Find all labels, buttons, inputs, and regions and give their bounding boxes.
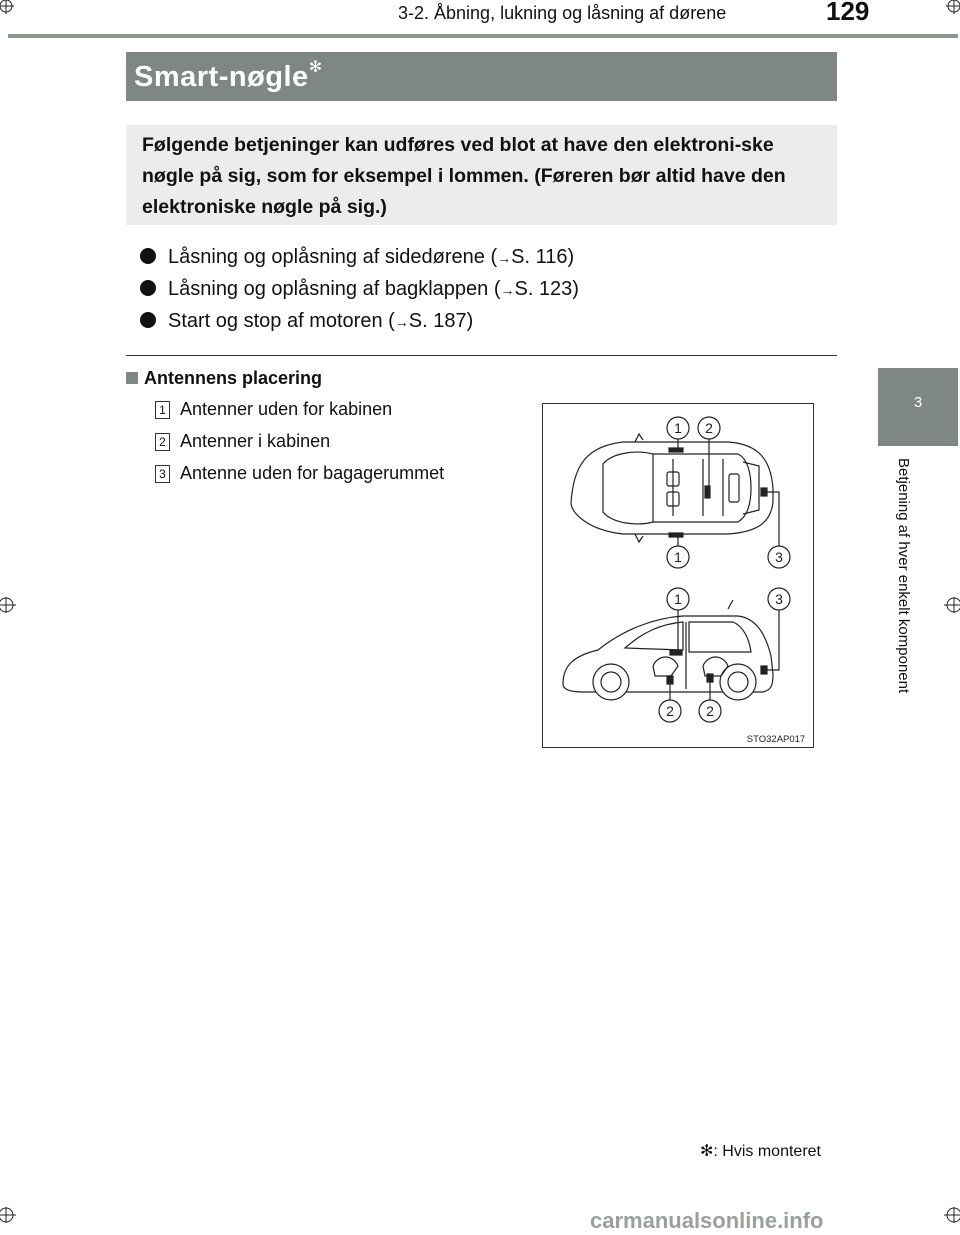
- chapter-label-text: Betjening af hver enkelt komponent: [895, 458, 912, 694]
- chapter-tab[interactable]: [878, 368, 958, 446]
- page-ref-link[interactable]: S. 187): [408, 310, 474, 332]
- bullet-text: Start og stop af motoren (: [168, 310, 395, 332]
- bullet-text: Låsning og oplåsning af bagklappen (: [168, 278, 501, 300]
- section-title: 3-2. Åbning, lukning og låsning af dørene: [398, 3, 727, 23]
- registration-mark-icon: [0, 1205, 20, 1225]
- list-item-text: Antenner uden for kabinen: [180, 399, 393, 419]
- callout-label: 3: [775, 549, 783, 565]
- antenna-location-figure: [542, 403, 814, 748]
- page-ref-link[interactable]: S. 123): [514, 278, 579, 300]
- header-rule: [8, 34, 958, 38]
- bullet-dot: [140, 248, 156, 264]
- arrow-icon: →: [394, 314, 409, 330]
- registration-mark-icon: [0, 595, 20, 615]
- watermark: carmanualsonline.info: [590, 1208, 824, 1233]
- callout-label: 1: [674, 420, 682, 436]
- page-title-text: Smart-nøgle: [134, 61, 309, 93]
- arrow-icon: →: [500, 282, 515, 298]
- bullet-item: [140, 246, 574, 269]
- registration-mark-icon: [0, 0, 20, 20]
- section-divider: [126, 355, 837, 356]
- callout-label: 1: [674, 591, 682, 607]
- registration-mark-icon: [940, 1205, 960, 1225]
- registration-mark-icon: [940, 595, 960, 615]
- list-item: [155, 463, 444, 484]
- page-number: 129: [826, 0, 870, 26]
- number-badge: 3: [155, 465, 170, 483]
- bullet-item: [140, 310, 473, 333]
- number-badge: 2: [155, 433, 170, 451]
- bullet-dot: [140, 312, 156, 328]
- bullet-text: Låsning og oplåsning af sidedørene (: [168, 246, 498, 268]
- callout-label: 3: [775, 591, 783, 607]
- page-title: [134, 57, 323, 94]
- list-item-text: Antenner i kabinen: [180, 431, 331, 451]
- square-bullet-icon: [126, 372, 138, 384]
- bullet-item: [140, 278, 579, 301]
- callout-label: 2: [706, 703, 714, 719]
- callout-label: 2: [705, 420, 713, 436]
- chapter-number: 3: [913, 394, 923, 411]
- subsection-heading: [126, 368, 322, 389]
- page-ref-link[interactable]: S. 116): [511, 246, 575, 268]
- list-item-text: Antenne uden for bagagerummet: [180, 463, 445, 483]
- car-diagram: [543, 404, 813, 747]
- chapter-label: [895, 458, 919, 758]
- number-badge: 1: [155, 401, 170, 419]
- arrow-icon: →: [497, 250, 512, 266]
- list-item: [155, 431, 330, 452]
- subsection-heading-text: Antennens placering: [144, 368, 323, 388]
- registration-mark-icon: [940, 0, 960, 20]
- bullet-dot: [140, 280, 156, 296]
- figure-code: STO32AP017: [746, 734, 806, 745]
- title-bar: [126, 52, 837, 101]
- callout-label: 1: [674, 549, 682, 565]
- callout-label: 2: [666, 703, 674, 719]
- list-item: [155, 399, 392, 420]
- intro-text: Følgende betjeninger kan udføres ved blot at have den elektroni-ske nøgle på sig, som for eksempel i lommen. (Føreren bør altid have den elektroniske nøgle på sig.): [142, 134, 786, 218]
- footnote: ✻: Hvis monteret: [700, 1143, 821, 1160]
- optional-marker: ✻: [308, 59, 323, 76]
- intro-box: [126, 125, 837, 225]
